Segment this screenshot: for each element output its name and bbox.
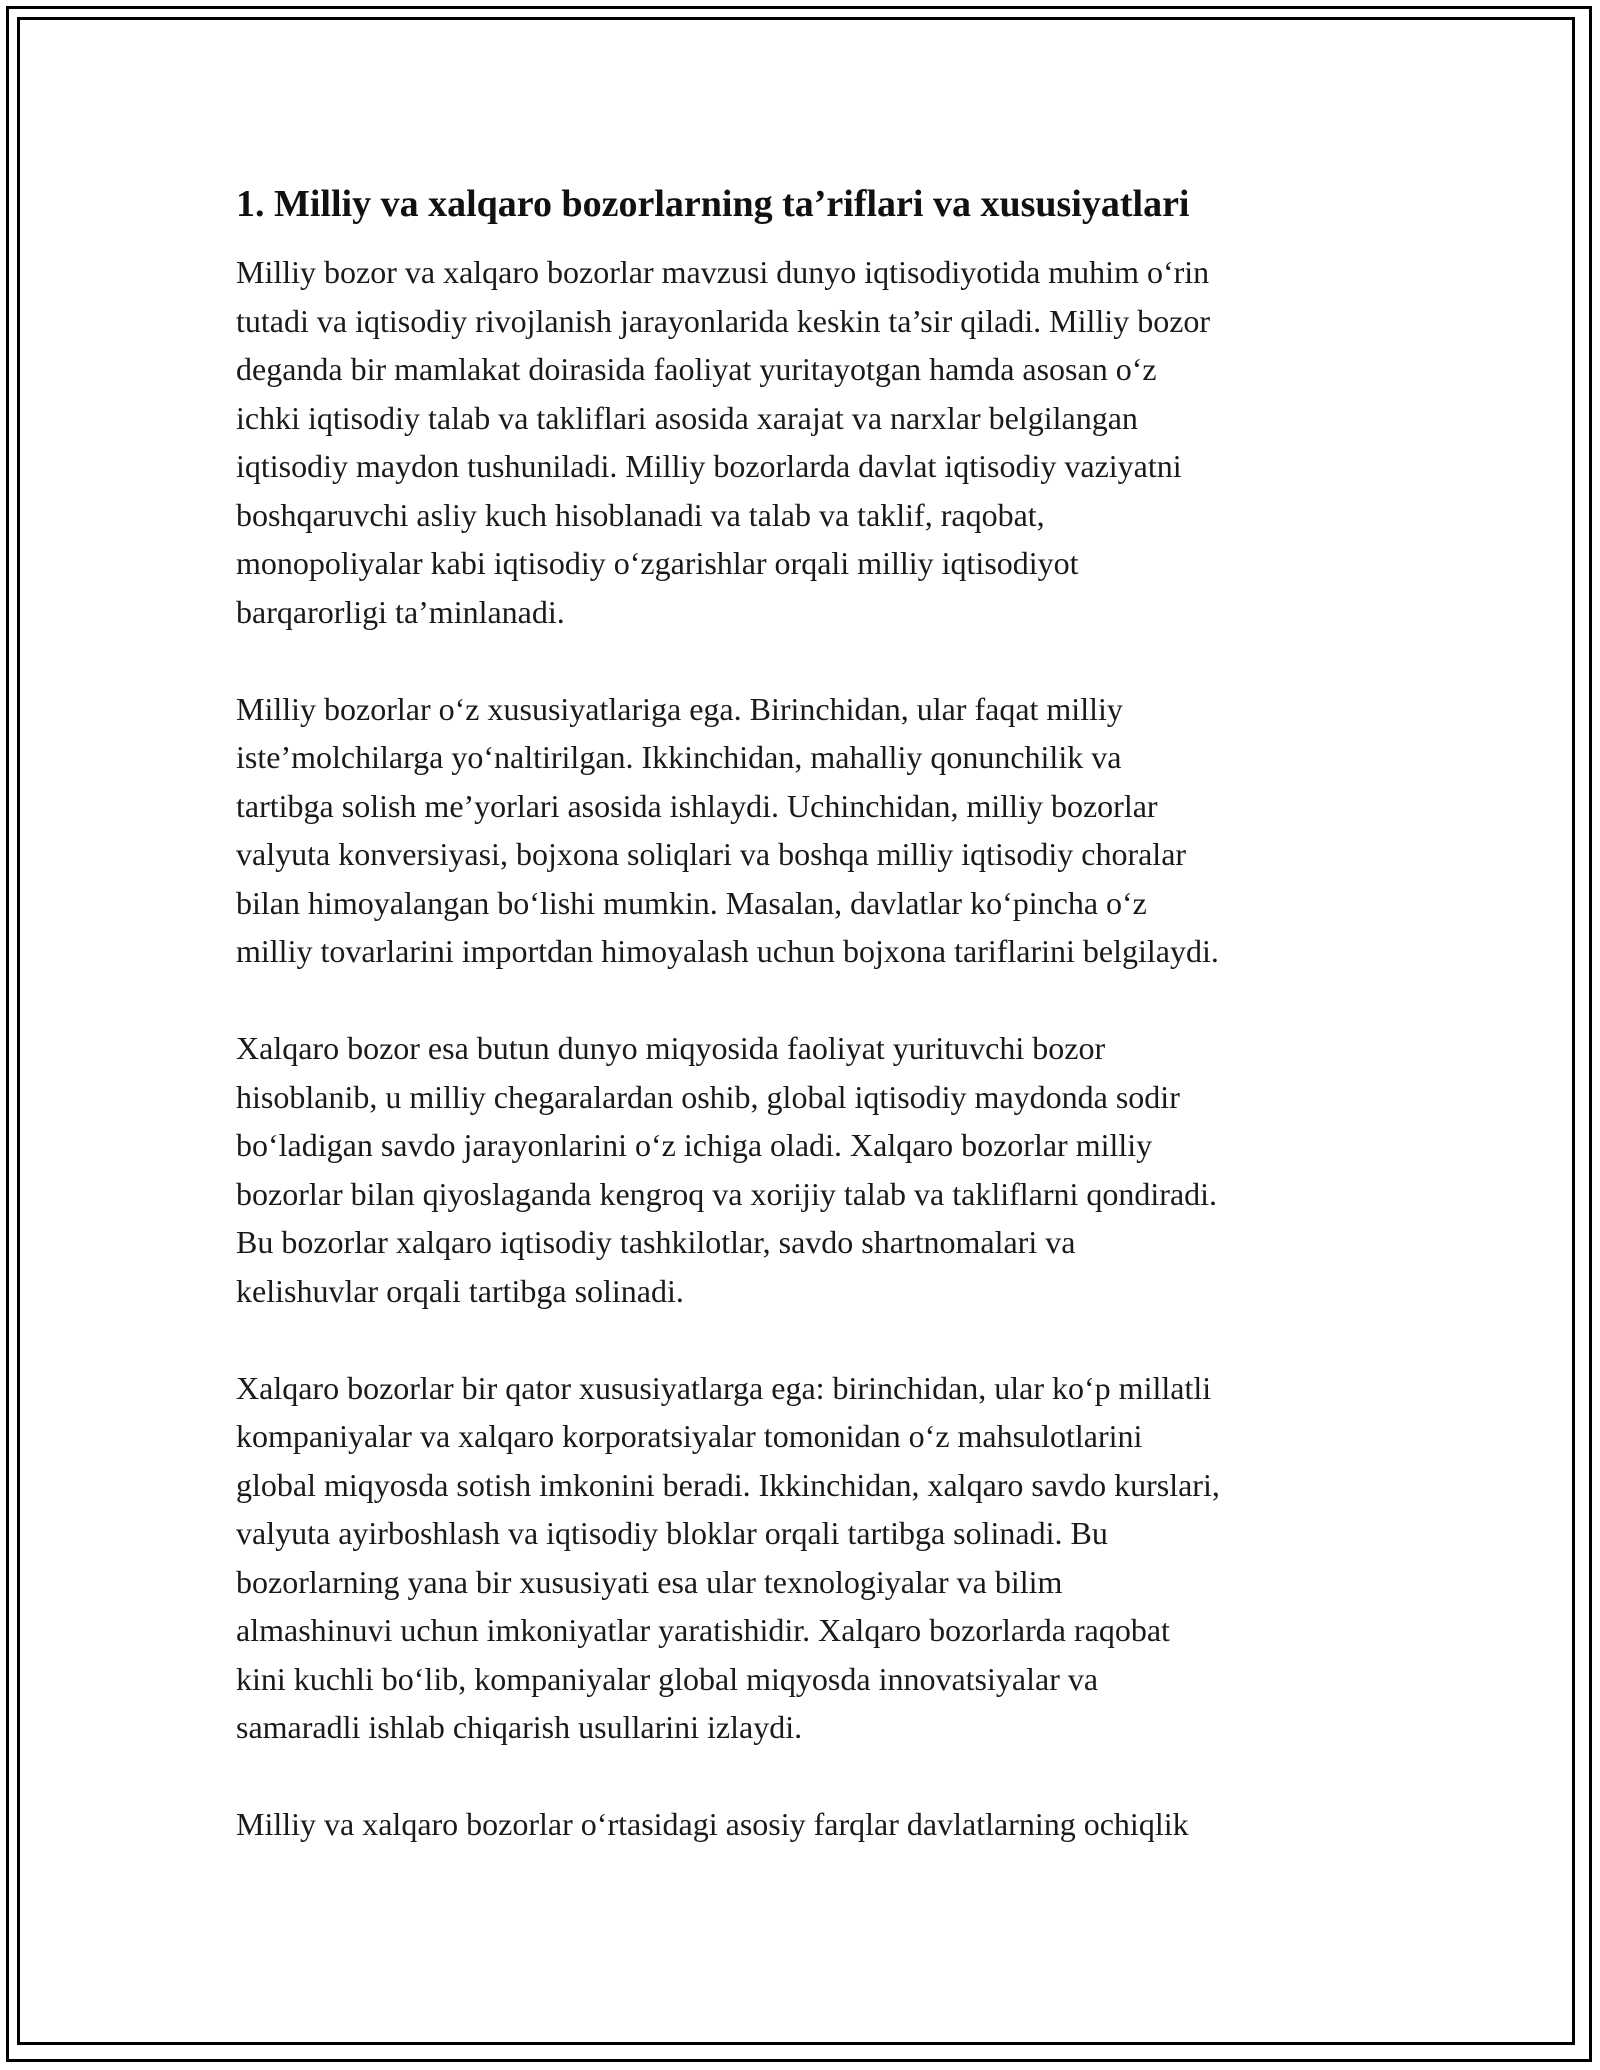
paragraph-2: Milliy bozorlar o‘z xususiyatlariga ega. Birinchidan, ular faqat milliy iste’molchilarga yo‘naltirilgan. Ikkinchidan, mahalliy qonunchilik va tartibga solish me’yorlari asosida ishlaydi. Uchinchidan, milliy bozorlar valyuta konversiyasi, bojxona soliqlari va boshqa milliy iqtisodiy choralar bilan himoyalangan bo‘lishi mumkin. Masalan, davlatlar ko‘pincha o‘z milliy tovarlarini importdan himoyalash uchun bojxona tariflarini belgilaydi. [236, 690, 1219, 969]
paragraph-1: Milliy bozor va xalqaro bozorlar mavzusi dunyo iqtisodiyotida muhim o‘rin tutadi va iqtisodiy rivojlanish jarayonlarida keskin ta’sir qiladi. Milliy bozor deganda bir mamlakat doirasida faoliyat yuritayotgan hamda asosan o‘z ichki iqtisodiy talab va takliflari asosida xarajat va narxlar belgilangan iqtisodiy maydon tushuniladi. Milliy bozorlarda davlat iqtisodiy vaziyatni boshqaruvchi asliy kuch hisoblanadi va talab va taklif, raqobat, monopoliyalar kabi iqtisodiy o‘zgarishlar orqali milliy iqtisodiyot barqarorligi ta’minlanadi. [236, 254, 1211, 630]
paragraph-5: Milliy va xalqaro bozorlar o‘rtasidagi asosiy farqlar davlatlarning ochiqlik [236, 1806, 1189, 1842]
paragraph-3: Xalqaro bozor esa butun dunyo miqyosida faoliyat yurituvchi bozor hisoblanib, u milliy chegaralardan oshib, global iqtisodiy maydonda sodir bo‘ladigan savdo jarayonlarini o‘z ichiga oladi. Xalqaro bozorlar milliy bozorlar bilan qiyoslaganda kengroq va xorijiy talab va takliflarni qondiradi. Bu bozorlar xalqaro iqtisodiy tashkilotlar, savdo shartnomalari va kelishuvlar orqali tartibga solinadi. [236, 1030, 1218, 1309]
document-content [236, 180, 1386, 1897]
paragraph-4: Xalqaro bozorlar bir qator xususiyatlarga ega: birinchidan, ular ko‘p millatli kompaniyalar va xalqaro korporatsiyalar tomonidan o‘z mahsulotlarini global miqyosda sotish imkonini beradi. Ikkinchidan, xalqaro savdo kurslari, valyuta ayirboshlash va iqtisodiy bloklar orqali tartibga solinadi. Bu bozorlarning yana bir xususiyati esa ular texnologiyalar va bilim almashinuvi uchun imkoniyatlar yaratishidir. Xalqaro bozorlarda raqobat kini kuchli bo‘lib, kompaniyalar global miqyosda innovatsiyalar va samaradli ishlab chiqarish usullarini izlaydi. [236, 1369, 1220, 1745]
section-heading: 1. Milliy va xalqaro bozorlarning ta’riflari va xususiyatlari [236, 183, 1190, 225]
